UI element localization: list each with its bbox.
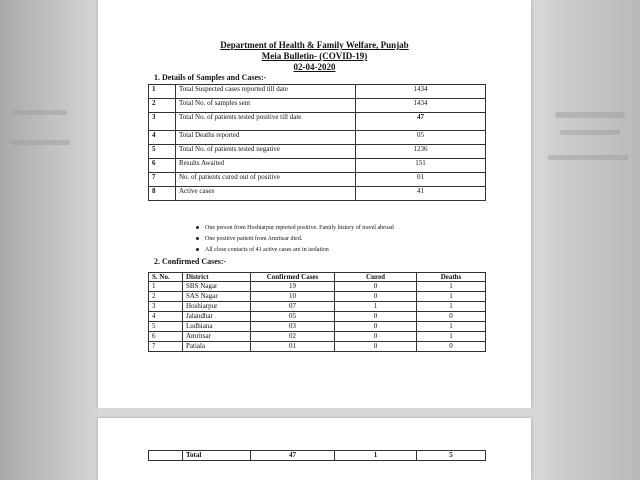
row-number: 4 (149, 131, 176, 145)
bulletin-dept-title: Department of Health & Family Welfare, Punjab (220, 40, 409, 50)
row-number: 3 (149, 113, 176, 131)
total-cured: 1 (335, 451, 417, 461)
page-gap (98, 408, 531, 418)
document-page-1 (98, 0, 531, 408)
table-cell: 2 (149, 292, 183, 302)
table-row (149, 131, 486, 145)
row-value: 1434 (356, 85, 486, 99)
section1-title: 1. Details of Samples and Cases:- (154, 73, 267, 82)
row-number: 6 (149, 159, 176, 173)
table-cell: 07 (251, 302, 335, 312)
table-cell: SBS Nagar (183, 282, 251, 292)
row-number: 5 (149, 145, 176, 159)
row-label: Total No. of samples sent (176, 99, 356, 113)
column-header: District (183, 273, 251, 282)
row-value: 47 (356, 113, 486, 131)
bullet-item: One positive patient from Amritsar died. (196, 235, 302, 243)
table-cell: 5 (149, 322, 183, 332)
bulletin-title: Meia Bulletin- (COVID-19) (261, 51, 368, 61)
table-cell: Amritsar (183, 332, 251, 342)
table-row (149, 282, 486, 292)
table-cell: 7 (149, 342, 183, 352)
table-cell: 1 (417, 282, 486, 292)
table-cell: SAS Nagar (183, 292, 251, 302)
table-cell: 0 (335, 282, 417, 292)
table-cell: 0 (335, 342, 417, 352)
total-row-table (148, 450, 486, 461)
table-cell: Hoshiarpur (183, 302, 251, 312)
row-value: 1236 (356, 145, 486, 159)
table-cell: 05 (251, 312, 335, 322)
table-cell: 1 (149, 282, 183, 292)
bullet-dot-icon (196, 237, 199, 240)
bulletin-date: 02-04-2020 (293, 62, 336, 72)
table-row (149, 312, 486, 322)
table-row (149, 113, 486, 131)
row-value: 41 (356, 187, 486, 201)
column-header: S. No. (149, 273, 183, 282)
bullet-dot-icon (196, 226, 199, 229)
ghost-line (548, 155, 628, 160)
table-cell: 1 (417, 292, 486, 302)
table-cell: 0 (335, 332, 417, 342)
total-label: Total (183, 451, 251, 461)
table-row (149, 99, 486, 113)
table-cell: 3 (149, 302, 183, 312)
table-cell: Jalandhar (183, 312, 251, 322)
ghost-line (560, 130, 620, 135)
bullet-item: All close contacts of 41 active cases are in isolation (196, 246, 329, 254)
row-label: Total No. of patients tested negative (176, 145, 356, 159)
table-cell: 0 (335, 322, 417, 332)
table-cell: 6 (149, 332, 183, 342)
total-confirmed: 47 (251, 451, 335, 461)
table-cell: 19 (251, 282, 335, 292)
table-cell: Patiala (183, 342, 251, 352)
table-row (149, 85, 486, 99)
table-row (149, 159, 486, 173)
bullet-item: One person from Hoshiarpur reported positive. Family history of travel abroad (196, 224, 394, 232)
total-deaths: 5 (417, 451, 486, 461)
row-label: Total Suspected cases reported till date (176, 85, 356, 99)
row-number: 2 (149, 99, 176, 113)
bullet-dot-icon (196, 248, 199, 251)
document-page-2 (98, 418, 531, 480)
table-row (149, 322, 486, 332)
row-label: Total Deaths reported (176, 131, 356, 145)
table-cell: 02 (251, 332, 335, 342)
row-label: Results Awaited (176, 159, 356, 173)
table-cell: 0 (417, 342, 486, 352)
row-value: 151 (356, 159, 486, 173)
table-cell: 1 (417, 302, 486, 312)
row-number: 7 (149, 173, 176, 187)
ghost-line (10, 140, 70, 145)
row-number: 1 (149, 85, 176, 99)
table-cell: Ludhiana (183, 322, 251, 332)
table-row (149, 145, 486, 159)
row-label: Active cases (176, 187, 356, 201)
ghost-line (555, 112, 625, 118)
table-row (149, 342, 486, 352)
total-row (149, 451, 486, 461)
table-row (149, 302, 486, 312)
table-cell: 03 (251, 322, 335, 332)
table-cell: 0 (335, 292, 417, 302)
row-value: 05 (356, 131, 486, 145)
table-cell: 4 (149, 312, 183, 322)
column-header: Cured (335, 273, 417, 282)
table-cell: 1 (335, 302, 417, 312)
table-row (149, 173, 486, 187)
ghost-line (12, 110, 67, 115)
section2-title: 2. Confirmed Cases:- (154, 257, 227, 266)
table-cell: 0 (335, 312, 417, 322)
table-cell: 1 (417, 322, 486, 332)
row-label: Total No. of patients tested positive till date (176, 113, 356, 131)
row-number: 8 (149, 187, 176, 201)
column-header: Deaths (417, 273, 486, 282)
row-value: 01 (356, 173, 486, 187)
table-row (149, 332, 486, 342)
table-cell: 1 (417, 332, 486, 342)
column-header: Confirmed Cases (251, 273, 335, 282)
table-row (149, 292, 486, 302)
row-label: No. of patients cured out of positive (176, 173, 356, 187)
table-cell: 0 (417, 312, 486, 322)
confirmed-cases-table (148, 272, 486, 352)
row-value: 1434 (356, 99, 486, 113)
table-cell: 10 (251, 292, 335, 302)
table-cell: 01 (251, 342, 335, 352)
table-row (149, 187, 486, 201)
samples-cases-table (148, 84, 486, 201)
